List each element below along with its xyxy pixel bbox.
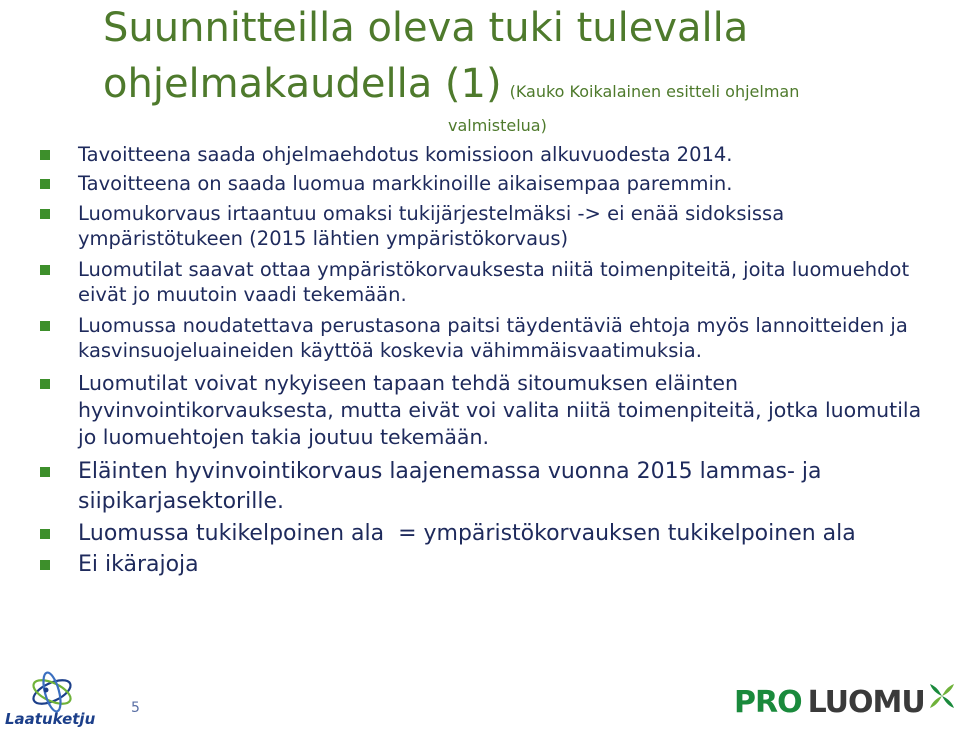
bullet-square-icon — [40, 179, 50, 189]
logo-luomu-text: LUOMU — [807, 684, 925, 720]
slide-title-line-1: Suunnitteilla oleva tuki tulevalla — [103, 5, 749, 51]
list-item-text: Tavoitteena saada ohjelmaehdotus komissioon alkuvuodesta 2014. — [78, 143, 733, 166]
logo-pro-text: PRO — [734, 684, 802, 720]
list-item-text: Luomukorvaus irtaantuu omaksi tukijärjestelmäksi -> ei enää sidoksissa ympäristötukeen (2015 lähtien ympäristökorvaus) — [78, 202, 785, 250]
slide-title — [103, 0, 923, 135]
bullet-square-icon — [40, 379, 50, 389]
svg-text:Laatuketju: Laatuketju — [5, 710, 96, 728]
page-number: 5 — [131, 700, 140, 716]
list-item-text: Tavoitteena on saada luomua markkinoille aikaisempaa paremmin. — [78, 172, 733, 195]
list-item — [40, 313, 930, 363]
slide-title-line-2 — [103, 56, 923, 112]
leaf-cross-icon — [927, 681, 957, 711]
laatuketju-logo — [2, 668, 102, 728]
list-item — [40, 370, 930, 451]
list-item — [40, 519, 930, 549]
list-item — [40, 550, 930, 580]
title-aside-note-continued: valmistelua) — [448, 116, 547, 135]
bullet-square-icon — [40, 529, 50, 539]
list-item-text: Ei ikärajoja — [78, 552, 199, 577]
list-item — [40, 171, 930, 196]
list-item — [40, 142, 930, 167]
bullet-square-icon — [40, 150, 50, 160]
bullet-square-icon — [40, 209, 50, 219]
list-item-text: Luomussa noudatettava perustasona paitsi täydentäviä ehtoja myös lannoitteiden ja kasvinsuojeluaineiden käyttöä koskevia vähimmäisvaatimuksia. — [78, 314, 908, 362]
bullet-square-icon — [40, 560, 50, 570]
list-item-text: Luomutilat voivat nykyiseen tapaan tehdä sitoumuksen eläinten hyvinvointikorvauksesta, mutta eivät voi valita niitä toimenpiteitä, jotka luomutila jo luomuehtojen takia joutuu tekemään. — [78, 371, 922, 449]
bullet-square-icon — [40, 467, 50, 477]
pro-luomu-logo — [734, 682, 957, 722]
bullet-list — [40, 142, 930, 580]
title-aside-note: (Kauko Koikalainen esitteli ohjelman — [509, 82, 800, 101]
list-item — [40, 201, 930, 251]
list-item — [40, 257, 930, 307]
list-item-text: Luomussa tukikelpoinen ala = ympäristökorvauksen tukikelpoinen ala — [78, 521, 856, 546]
list-item — [40, 457, 930, 517]
list-item-text: Luomutilat saavat ottaa ympäristökorvauksesta niitä toimenpiteitä, joita luomuehdot eivät jo muutoin vaadi tekemään. — [78, 258, 910, 306]
bullet-square-icon — [40, 265, 50, 275]
bullet-square-icon — [40, 321, 50, 331]
slide-title-line-2-text: ohjelmakaudella (1) — [103, 61, 502, 107]
list-item-text: Eläinten hyvinvointikorvaus laajenemassa vuonna 2015 lammas- ja siipikarjasektorille. — [78, 459, 822, 514]
